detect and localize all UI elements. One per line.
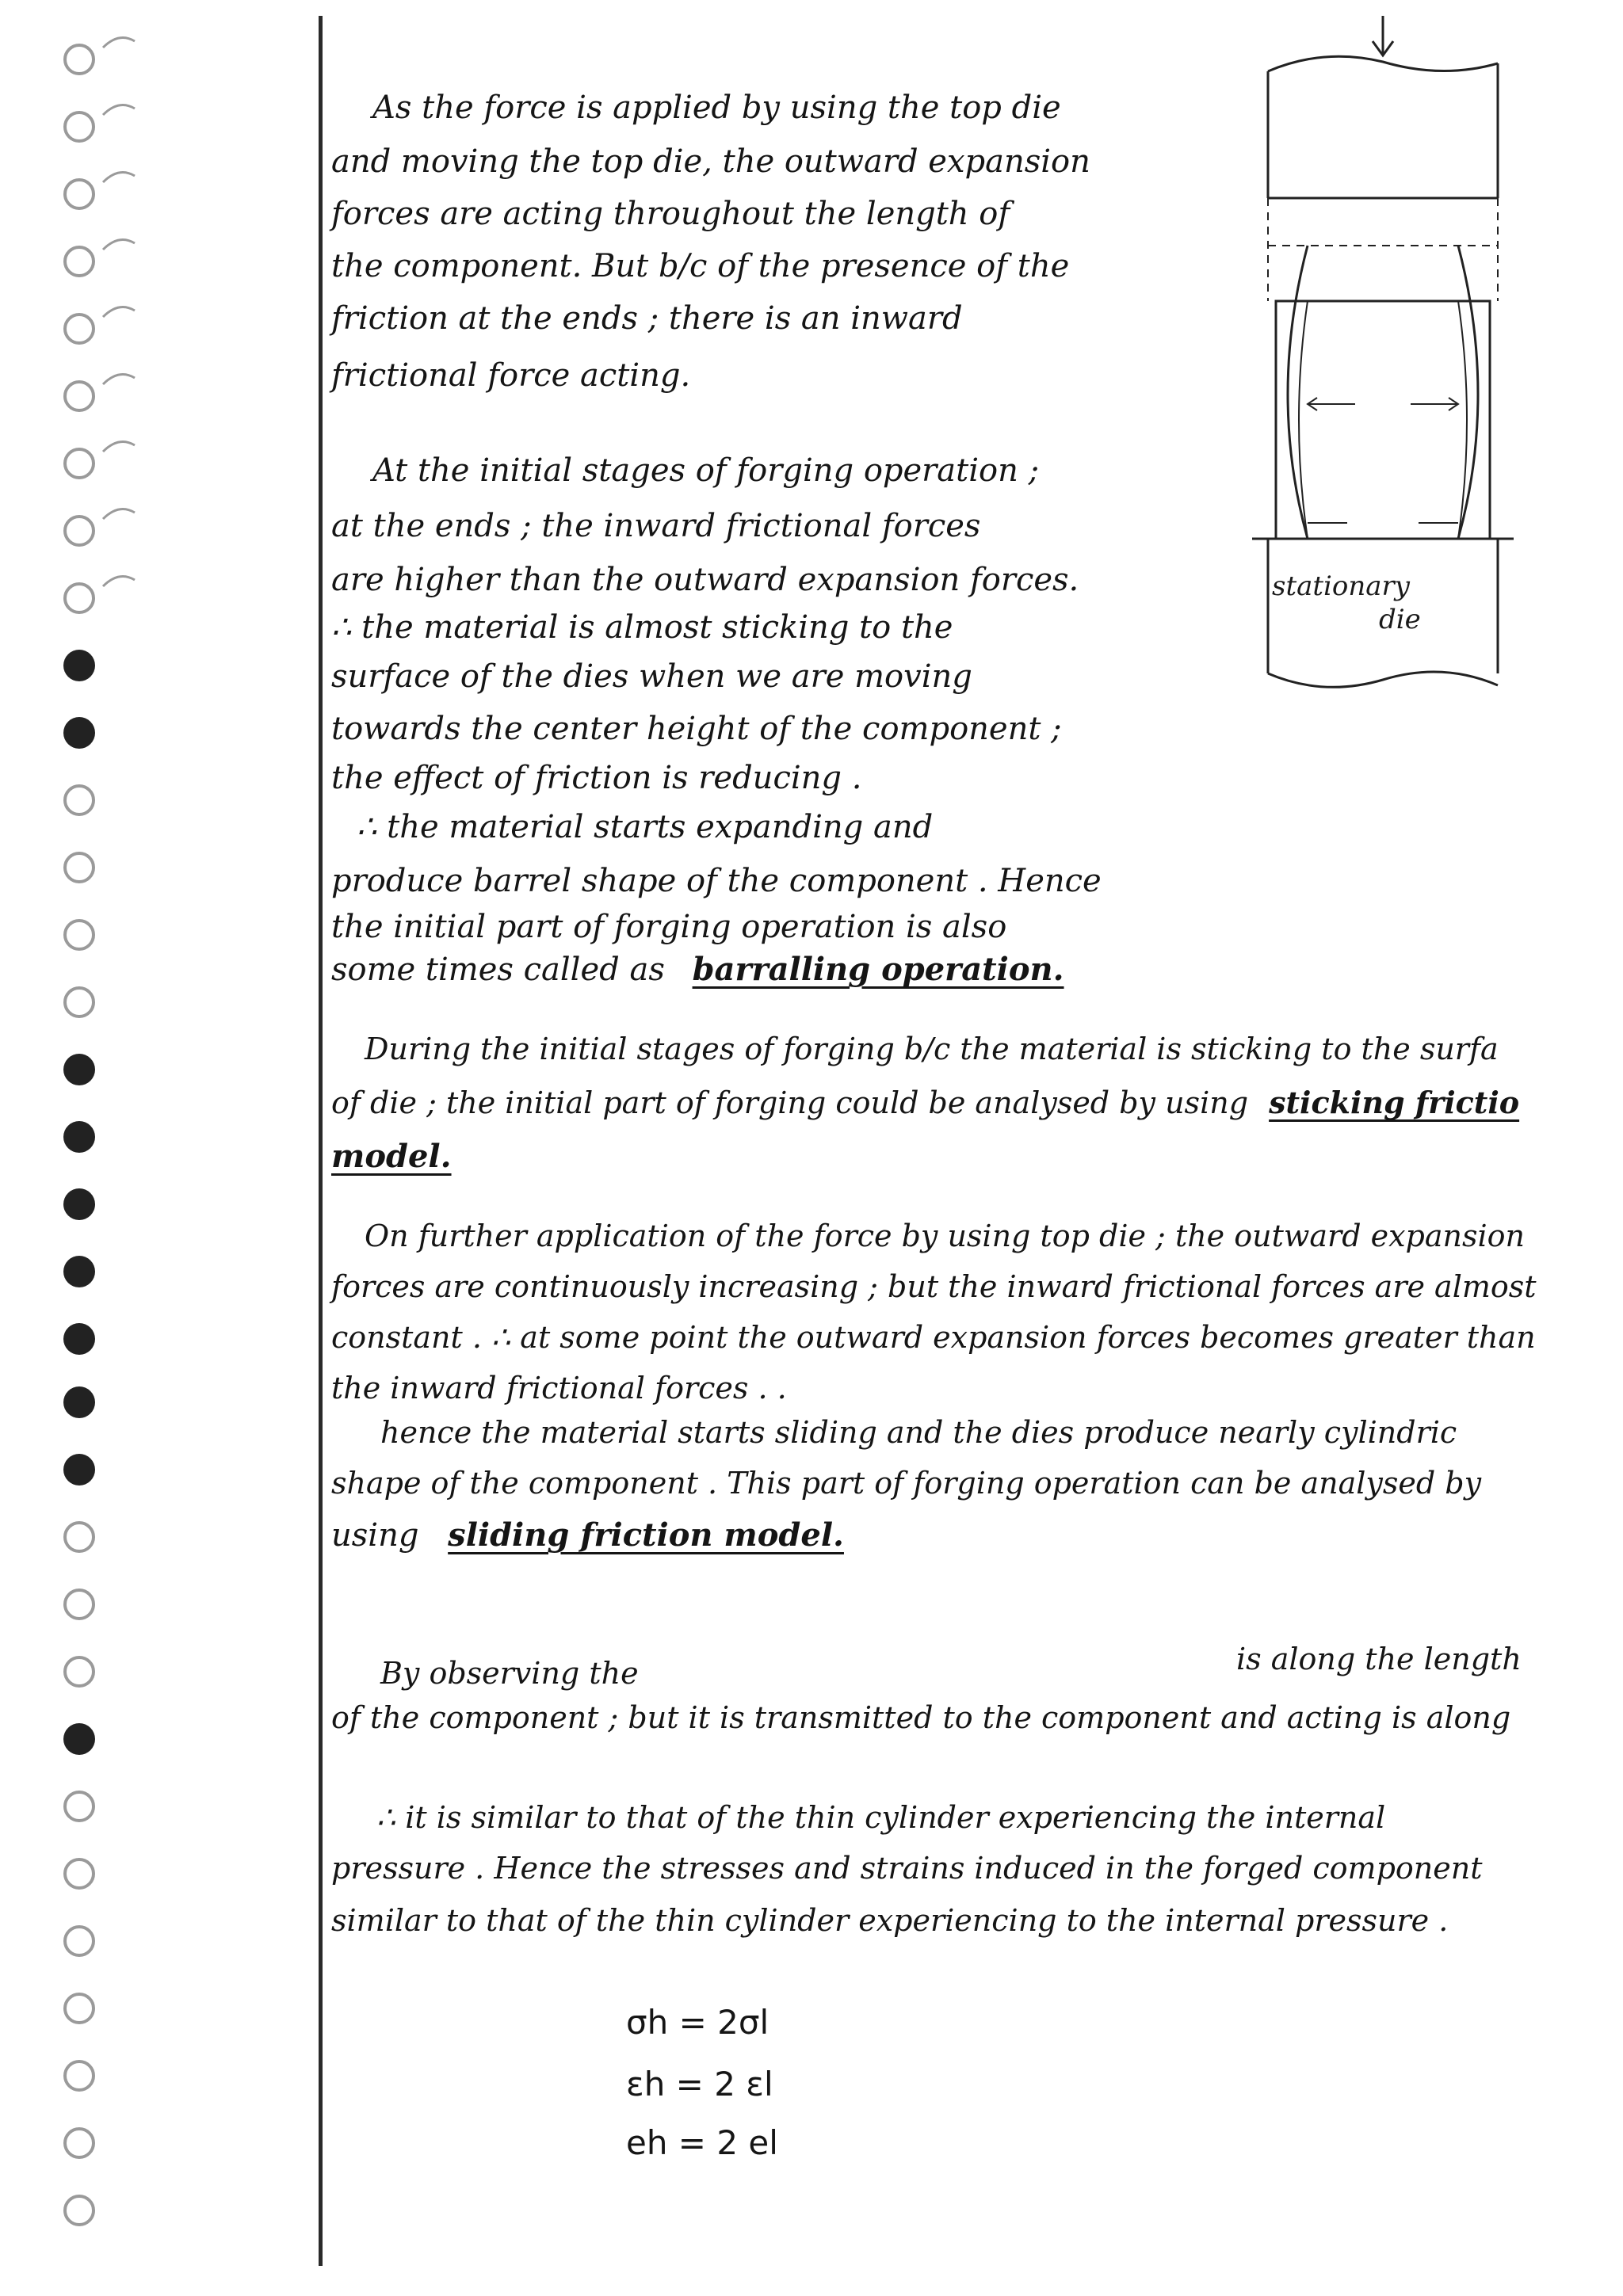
binding-holes	[0, 0, 166, 2296]
p2-line-1: At the initial stages of forging operation ;	[372, 452, 1040, 489]
equation-hoop-strain: εh = 2 εl	[626, 2065, 773, 2103]
p2-line-7: the effect of friction is reducing .	[331, 760, 862, 796]
p2-line-11-text: some times called as	[331, 952, 665, 988]
p2-line-9: produce barrel shape of the component . Hence	[331, 863, 1102, 899]
p6-line-1b: is along the length	[1236, 1642, 1522, 1676]
p4-line-2: forces are continuously increasing ; but the inward frictional forces are almost	[331, 1269, 1537, 1304]
p5-line-3-text: using	[331, 1517, 419, 1554]
p1-line-1: As the force is applied by using the top die	[372, 90, 1061, 126]
p2-line-6: towards the center height of the component ;	[331, 711, 1062, 747]
p5-line-2: shape of the component . This part of forging operation can be analysed by	[331, 1466, 1482, 1501]
p3-line-2-text: of die ; the initial part of forging could be analysed by using	[331, 1085, 1249, 1120]
p2-line-8: ∴ the material starts expanding and	[357, 809, 934, 845]
p1-line-6: frictional force acting.	[331, 357, 691, 394]
p2-line-10: the initial part of forging operation is also	[331, 909, 1007, 945]
margin-line	[319, 16, 323, 2266]
p7-line-3: similar to that of the thin cylinder experiencing to the internal pressure .	[331, 1903, 1449, 1938]
p3-line-2	[331, 1084, 1519, 1122]
equation-hoop-stress: σh = 2σl	[626, 2003, 769, 2042]
p3-line-3	[331, 1138, 452, 1176]
equation-hoop-deformation: eh = 2 el	[626, 2123, 778, 2162]
p2-line-3: are higher than the outward expansion forces.	[331, 562, 1079, 598]
p1-line-5: friction at the ends ; there is an inward	[331, 300, 963, 337]
sliding-friction-model-term: sliding friction model.	[448, 1516, 844, 1554]
p7-line-1: ∴ it is similar to that of the thin cylinder experiencing the internal	[376, 1800, 1386, 1835]
p4-line-1: On further application of the force by using top die ; the outward expansion	[365, 1219, 1526, 1253]
barralling-operation-term: barralling operation.	[692, 951, 1064, 988]
p5-line-1: hence the material starts sliding and the dies produce nearly cylindric	[380, 1415, 1457, 1450]
stationary-die-label-line-2: die	[1379, 604, 1421, 635]
p6-line-2: of the component ; but it is transmitted to the component and acting is along	[331, 1700, 1511, 1735]
p1-line-3: forces are acting throughout the length of	[331, 196, 1010, 232]
p1-line-4: the component. But b/c of the presence of the	[331, 248, 1070, 284]
p5-line-3	[331, 1516, 844, 1554]
p2-line-5: surface of the dies when we are moving	[331, 658, 972, 695]
p2-line-4: ∴ the material is almost sticking to the	[331, 609, 953, 646]
p3-line-1: During the initial stages of forging b/c the material is sticking to the surfa	[365, 1032, 1499, 1066]
stationary-die-label-line-1: stationary	[1272, 570, 1411, 602]
sticking-friction-model-term: model.	[331, 1138, 452, 1175]
sticking-friction-term: sticking frictio	[1269, 1085, 1520, 1120]
p6-line-1a: By observing the	[380, 1656, 639, 1691]
p4-line-3: constant . ∴ at some point the outward expansion forces becomes greater than	[331, 1320, 1536, 1355]
p2-line-2: at the ends ; the inward frictional forces	[331, 508, 981, 544]
p4-line-4: the inward frictional forces . .	[331, 1371, 787, 1405]
p2-line-11	[331, 951, 1064, 989]
p1-line-2: and moving the top die, the outward expansion	[331, 143, 1090, 180]
p7-line-2: pressure . Hence the stresses and strains induced in the forged component	[331, 1851, 1483, 1886]
